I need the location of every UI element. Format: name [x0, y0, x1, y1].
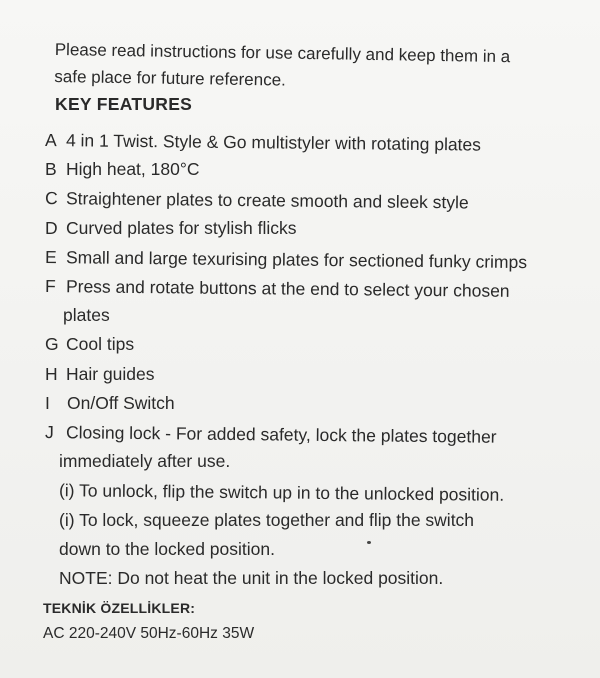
print-speck — [367, 541, 371, 544]
note-text: NOTE: Do not heat the unit in the locked position. — [59, 568, 444, 589]
feature-text: Closing lock - For added safety, lock the plates together — [65, 422, 497, 447]
feature-text: Curved plates for stylish flicks — [66, 217, 297, 238]
feature-letter: E — [44, 246, 57, 267]
feature-item-g — [45, 330, 585, 359]
lock-instruction-continued — [45, 535, 585, 564]
feature-text: On/Off Switch — [67, 392, 175, 413]
feature-letter: F — [44, 276, 56, 297]
feature-text: Small and large texurising plates for sectioned funky crimps — [65, 247, 528, 272]
feature-letter: G — [45, 334, 59, 355]
feature-letter: B — [45, 159, 57, 180]
feature-item-j — [45, 418, 585, 453]
feature-text: Hair guides — [66, 363, 155, 384]
feature-text: Press and rotate buttons at the end to select your chosen — [65, 276, 510, 301]
feature-item-f — [45, 272, 585, 307]
feature-text: High heat, 180°C — [66, 159, 200, 180]
feature-text: Straightener plates to create smooth and sleek style — [65, 188, 469, 213]
feature-text: immediately after use. — [59, 451, 231, 472]
feature-text: 4 in 1 Twist. Style & Go multistyler with rotating plates — [65, 130, 482, 155]
feature-letter: A — [44, 130, 57, 151]
unlock-text: (i) To unlock, flip the switch up in to the unlocked position. — [58, 480, 505, 506]
safety-note — [45, 564, 585, 593]
feature-letter: H — [45, 363, 58, 384]
intro-line-1: Please read instructions for use carefully and keep them in a — [54, 39, 511, 67]
feature-item-i — [45, 389, 585, 418]
feature-item-a — [45, 126, 585, 161]
features-list — [45, 126, 585, 593]
intro-line-2: safe place for future reference. — [54, 66, 287, 90]
lock-text-line-1: (i) To lock, squeeze plates together and flip the switch — [59, 509, 475, 530]
lock-text-line-2: down to the locked position. — [59, 538, 275, 559]
intro-paragraph — [54, 36, 575, 98]
feature-letter: I — [45, 392, 50, 413]
feature-item-h — [45, 360, 585, 389]
feature-letter: C — [44, 188, 58, 209]
power-spec: AC 220-240V 50Hz-60Hz 35W — [43, 625, 255, 642]
feature-text: plates — [63, 305, 110, 326]
feature-letter: D — [45, 217, 58, 238]
key-features-heading: KEY FEATURES — [55, 94, 193, 114]
feature-letter: J — [44, 422, 54, 443]
feature-item-c — [45, 184, 585, 219]
feature-text: Cool tips — [66, 334, 135, 355]
technical-specs-heading: TEKNİK ÖZELLİKLER: — [43, 600, 196, 616]
